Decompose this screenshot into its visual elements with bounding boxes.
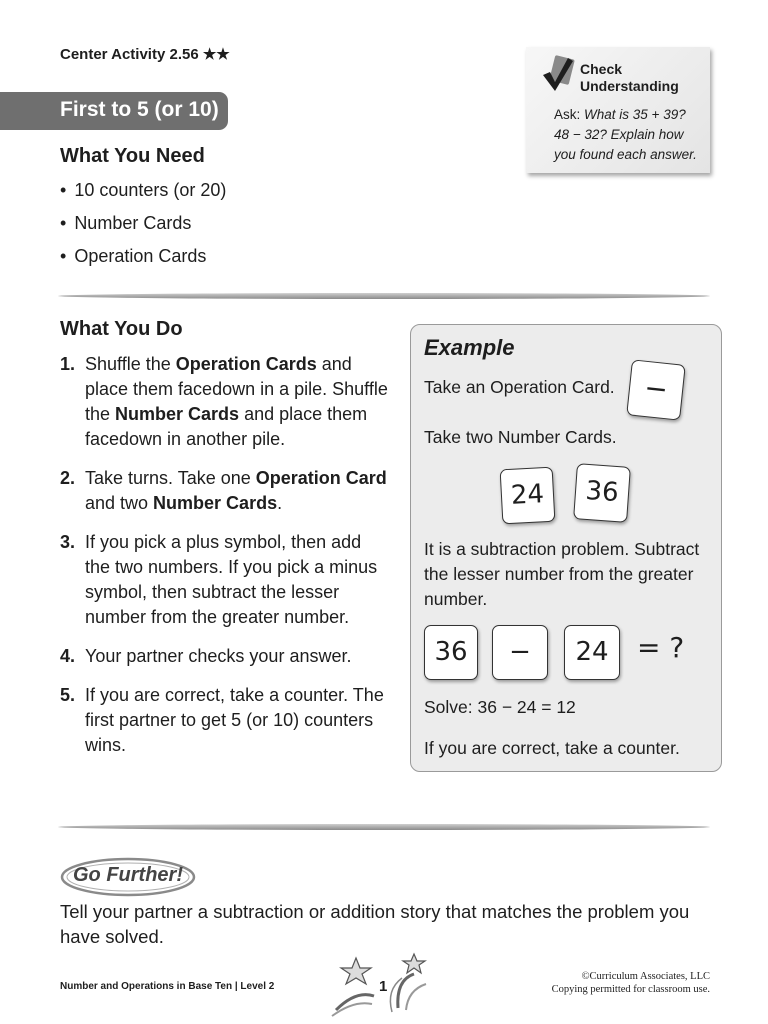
equation-card-24: 24	[564, 625, 620, 680]
equation-card-36: 36	[424, 625, 478, 680]
step-text: Operation Cards	[175, 354, 317, 374]
step-text: Number Cards	[115, 404, 240, 424]
step-number: 3.	[60, 532, 76, 552]
page-title: First to 5 (or 10)	[0, 92, 228, 130]
example-solve: Solve: 36 − 24 = 12	[424, 697, 576, 717]
step-text: Take turns. Take one	[85, 468, 256, 488]
step-text: Number Cards	[153, 493, 278, 513]
what-you-need-heading: What You Need	[60, 145, 205, 167]
example-final: If you are correct, take a counter.	[424, 738, 680, 758]
operation-card: −	[626, 359, 686, 420]
step-item	[60, 530, 390, 630]
check-understanding-title: Check Understanding	[580, 61, 679, 94]
activity-label: Center Activity 2.56 ★★	[60, 46, 230, 63]
section-divider	[58, 293, 710, 299]
example-title: Example	[424, 335, 515, 360]
section-divider	[58, 824, 710, 830]
step-text: and place them facedown in another pile.	[85, 404, 368, 449]
footer-subject: Number and Operations in Base Ten | Level 2	[60, 981, 275, 992]
example-explanation: It is a subtraction problem. Subtract the lesser number from the greater number.	[424, 539, 700, 609]
step-item	[60, 644, 390, 669]
go-further-text: Tell your partner a subtraction or addition story that matches the problem you have solved.	[60, 901, 690, 947]
equation-card-minus: −	[492, 625, 548, 680]
materials-list	[60, 180, 226, 279]
check-mark-icon	[540, 55, 576, 93]
check-understanding-text: Ask: What is 35 + 39? 48 − 32? Explain how you found each answer.	[554, 107, 697, 162]
example-step-operation: Take an Operation Card.	[424, 377, 615, 397]
steps-list	[60, 352, 390, 772]
step-text: Shuffle the	[85, 354, 176, 374]
check-understanding-box	[526, 47, 710, 173]
step-text: If you are correct, take a counter. The first partner to get 5 (or 10) counters wins.	[85, 685, 384, 755]
example-box	[410, 324, 722, 772]
list-item: • Number Cards	[60, 213, 226, 246]
equals-question: = ?	[637, 631, 685, 664]
step-text: and place them facedown in a pile. Shuffle the	[85, 354, 388, 424]
step-text: Operation Card	[255, 468, 387, 488]
step-item	[60, 683, 390, 758]
step-text: If you pick a plus symbol, then add the two numbers. If you pick a minus symbol, then subtract the lesser number from the greater number.	[85, 532, 378, 627]
step-number: 2.	[60, 468, 76, 488]
number-card-24: 24	[500, 467, 556, 525]
list-item: • Operation Cards	[60, 246, 226, 279]
example-step-numbers: Take two Number Cards.	[424, 427, 617, 447]
step-number: 1.	[60, 354, 76, 374]
step-text: and two	[85, 493, 154, 513]
step-number: 5.	[60, 685, 76, 705]
step-text: Your partner checks your answer.	[85, 646, 352, 666]
page-number: 1	[379, 978, 388, 995]
number-card-36: 36	[573, 463, 631, 523]
step-number: 4.	[60, 646, 76, 666]
list-item: • 10 counters (or 20)	[60, 180, 226, 213]
footer-copyright: ©Curriculum Associates, LLC Copying permitted for classroom use.	[551, 971, 710, 995]
step-item	[60, 466, 390, 516]
step-item	[60, 352, 390, 452]
step-text: .	[277, 493, 283, 513]
what-you-do-heading: What You Do	[60, 318, 183, 340]
go-further-badge: Go Further!	[60, 856, 196, 898]
